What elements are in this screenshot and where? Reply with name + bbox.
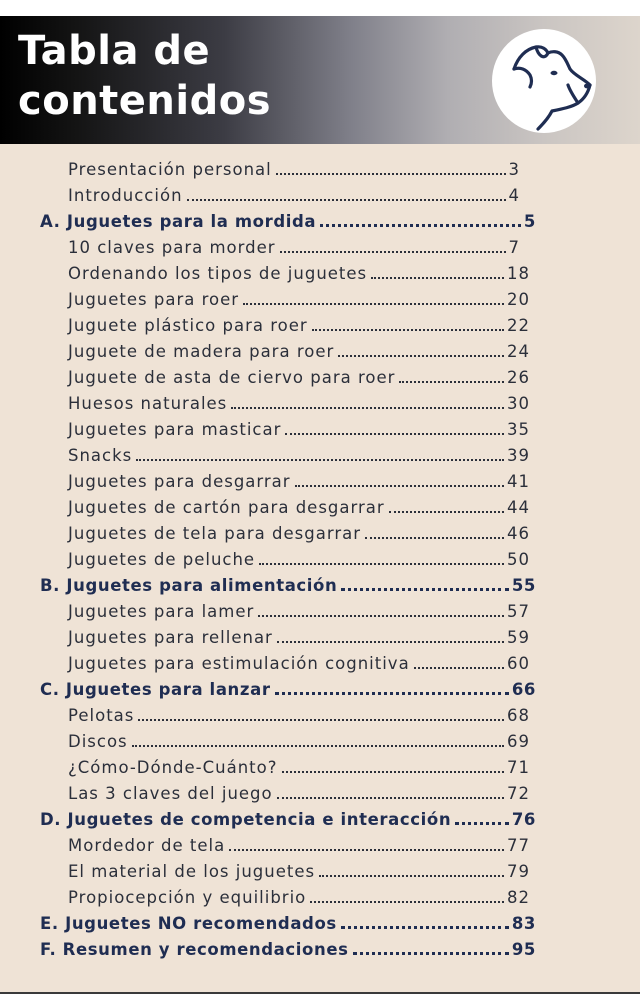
toc-entry-label: C. Juguetes para lanzar: [40, 680, 271, 699]
toc-page-number: 39: [507, 446, 530, 465]
toc-entry-label: Juguete de madera para roer: [68, 342, 335, 361]
toc-page-number: 66: [511, 680, 536, 699]
toc-page-number: 41: [507, 472, 530, 491]
toc-page-number: 50: [507, 550, 530, 569]
toc-dot-leader: [371, 276, 504, 279]
toc-entry[interactable]: [68, 290, 530, 316]
toc-entry[interactable]: [68, 160, 520, 186]
toc-entry-label: ¿Cómo-Dónde-Cuánto?: [68, 758, 278, 777]
toc-dot-leader: [258, 614, 504, 617]
page-title: [18, 26, 271, 126]
toc-entry-label: 10 claves para morder: [68, 238, 276, 257]
toc-page-number: 72: [507, 784, 530, 803]
toc-page-number: 26: [507, 368, 530, 387]
toc-entry-label: Las 3 claves del juego: [68, 784, 273, 803]
toc-dot-leader: [341, 925, 509, 929]
toc-entry-label: Huesos naturales: [68, 394, 228, 413]
toc-page-number: 7: [508, 238, 520, 257]
toc-section-entry[interactable]: [40, 810, 536, 836]
toc-dot-leader: [280, 250, 506, 253]
toc-page-number: 60: [507, 654, 530, 673]
toc-entry-label: A. Juguetes para la mordida: [40, 212, 317, 231]
toc-entry-label: Juguetes de cartón para desgarrar: [68, 498, 385, 517]
toc-page-number: 69: [507, 732, 530, 751]
toc-entry-label: Juguetes para masticar: [68, 420, 282, 439]
toc-entry[interactable]: [68, 654, 530, 680]
toc-entry[interactable]: [68, 706, 530, 732]
toc-entry-label: Propiocepción y equilibrio: [68, 888, 307, 907]
toc-entry-label: B. Juguetes para alimentación: [40, 576, 338, 595]
toc-dot-leader: [320, 223, 521, 227]
toc-dot-leader: [319, 874, 504, 877]
toc-dot-leader: [285, 432, 504, 435]
toc-entry[interactable]: [68, 394, 530, 420]
toc-entry-label: El material de los juguetes: [68, 862, 316, 881]
toc-page-number: 95: [511, 940, 536, 959]
toc-page-number: 82: [507, 888, 530, 907]
title-line-2: contenidos: [18, 78, 272, 124]
toc-dot-leader: [389, 510, 504, 513]
toc-entry[interactable]: [68, 420, 530, 446]
toc-dot-leader: [231, 406, 504, 409]
toc-entry[interactable]: [68, 316, 530, 342]
toc-entry[interactable]: [68, 472, 530, 498]
toc-page-number: 5: [523, 212, 536, 231]
toc-dot-leader: [276, 172, 506, 175]
toc-section-entry[interactable]: [40, 680, 536, 706]
toc-entry[interactable]: [68, 862, 530, 888]
toc-page-number: 57: [507, 602, 530, 621]
toc-page-number: 68: [507, 706, 530, 725]
toc-entry[interactable]: [68, 238, 520, 264]
toc-dot-leader: [138, 718, 504, 721]
toc-dot-leader: [310, 900, 504, 903]
toc-dot-leader: [243, 302, 504, 305]
toc-page-number: 24: [507, 342, 530, 361]
toc-dot-leader: [275, 691, 509, 695]
toc-dot-leader: [229, 848, 504, 851]
toc-entry[interactable]: [68, 264, 530, 290]
toc-page-number: 20: [507, 290, 530, 309]
toc-page-number: 76: [511, 810, 536, 829]
toc-entry-label: Ordenando los tipos de juguetes: [68, 264, 368, 283]
toc-dot-leader: [187, 198, 506, 201]
toc-entry[interactable]: [68, 446, 530, 472]
toc-entry-label: Introducción: [68, 186, 183, 205]
toc-entry-label: Discos: [68, 732, 128, 751]
toc-section-entry[interactable]: [40, 212, 536, 238]
toc-entry-label: Juguete de asta de ciervo para roer: [68, 368, 396, 387]
toc-entry[interactable]: [68, 732, 530, 758]
toc-entry[interactable]: [68, 186, 520, 212]
toc-dot-leader: [282, 770, 504, 773]
toc-page-number: 79: [507, 862, 530, 881]
title-line-1: Tabla de: [18, 28, 211, 74]
toc-entry[interactable]: [68, 342, 530, 368]
toc-entry[interactable]: [68, 758, 530, 784]
toc-page-number: 30: [507, 394, 530, 413]
toc-entry[interactable]: [68, 836, 530, 862]
toc-entry-label: Juguetes para desgarrar: [68, 472, 291, 491]
toc-dot-leader: [399, 380, 504, 383]
toc-page-number: 22: [507, 316, 530, 335]
toc-entry[interactable]: [68, 368, 530, 394]
toc-dot-leader: [455, 821, 509, 825]
toc-entry[interactable]: [68, 550, 530, 576]
toc-dot-leader: [414, 666, 504, 669]
toc-entry-label: Juguetes de peluche: [68, 550, 256, 569]
toc-section-entry[interactable]: [40, 576, 536, 602]
toc-entry-label: Mordedor de tela: [68, 836, 226, 855]
toc-dot-leader: [136, 458, 504, 461]
toc-entry[interactable]: [68, 628, 530, 654]
toc-entry[interactable]: [68, 784, 530, 810]
toc-dot-leader: [341, 587, 508, 591]
toc-page-number: 44: [507, 498, 530, 517]
toc-entry-label: D. Juguetes de competencia e interacción: [40, 810, 452, 829]
toc-page-number: 3: [508, 160, 520, 179]
document-page: [0, 16, 640, 994]
toc-dot-leader: [295, 484, 504, 487]
toc-entry-label: E. Juguetes NO recomendados: [40, 914, 337, 933]
toc-section-entry[interactable]: [40, 940, 536, 966]
toc-section-entry[interactable]: [40, 914, 536, 940]
header-banner: [0, 16, 640, 144]
toc-dot-leader: [353, 951, 509, 955]
toc-dot-leader: [312, 328, 504, 331]
toc-entry-label: Presentación personal: [68, 160, 272, 179]
toc-page-number: 71: [507, 758, 530, 777]
toc-entry-label: Juguetes para roer: [68, 290, 240, 309]
toc-dot-leader: [338, 354, 504, 357]
toc-entry-label: Juguete plástico para roer: [68, 316, 308, 335]
toc-entry-label: Pelotas: [68, 706, 135, 725]
toc-page-number: 83: [511, 914, 536, 933]
toc-page-number: 18: [507, 264, 530, 283]
toc-dot-leader: [277, 640, 504, 643]
toc-page-number: 55: [511, 576, 536, 595]
toc-dot-leader: [365, 536, 504, 539]
toc-page-number: 35: [507, 420, 530, 439]
toc-entry-label: Juguetes para rellenar: [68, 628, 273, 647]
toc-entry[interactable]: [68, 524, 530, 550]
toc-entry-label: Juguetes de tela para desgarrar: [68, 524, 362, 543]
toc-entry-label: Snacks: [68, 446, 133, 465]
toc-page-number: 59: [507, 628, 530, 647]
dog-head-icon: [492, 29, 596, 133]
toc-page-number: 46: [507, 524, 530, 543]
toc-entry[interactable]: [68, 602, 530, 628]
toc-page-number: 77: [507, 836, 530, 855]
toc-entry[interactable]: [68, 498, 530, 524]
toc-entry-label: Juguetes para lamer: [68, 602, 255, 621]
toc-dot-leader: [132, 744, 504, 747]
toc-page-number: 4: [508, 186, 520, 205]
toc-entry[interactable]: [68, 888, 530, 914]
toc-entry-label: Juguetes para estimulación cognitiva: [68, 654, 410, 673]
toc-dot-leader: [277, 796, 504, 799]
toc-entry-label: F. Resumen y recomendaciones: [40, 940, 349, 959]
toc-dot-leader: [259, 562, 504, 565]
